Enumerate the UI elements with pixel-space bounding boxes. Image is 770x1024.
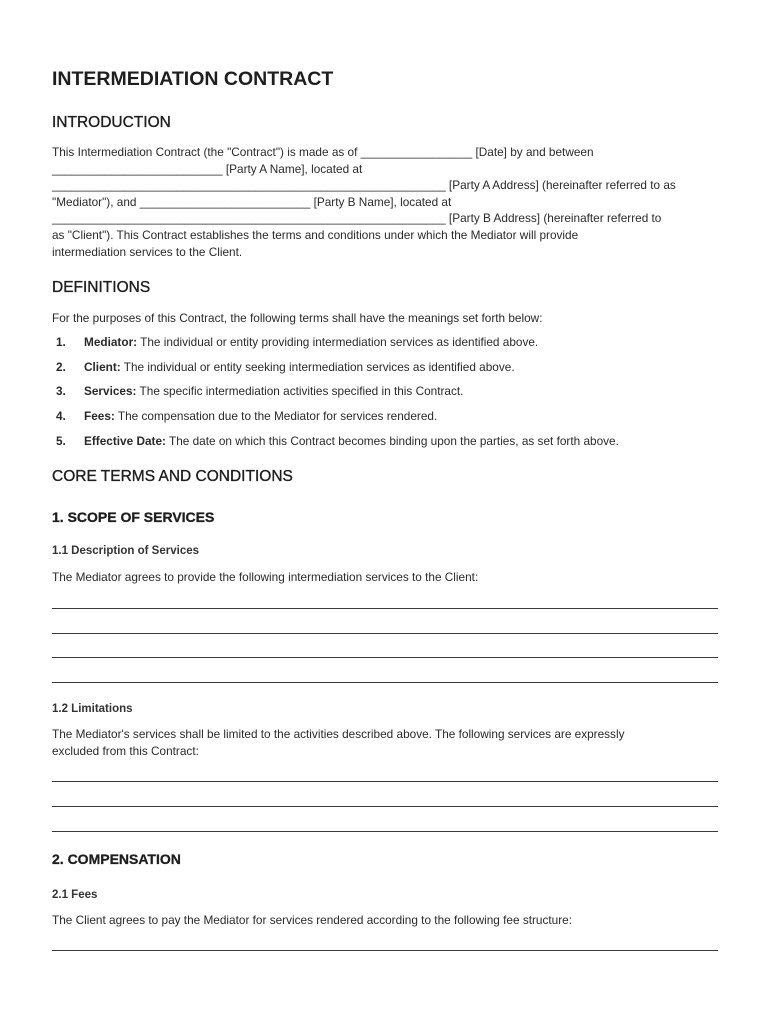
definition-term: Client:	[84, 359, 121, 374]
document-title: INTERMEDIATION CONTRACT	[52, 68, 334, 90]
limitations-fill-line	[52, 831, 718, 832]
definitions-intro: For the purposes of this Contract, the following terms shall have the meanings set forth below:	[52, 311, 543, 325]
description-fill-line	[52, 657, 718, 658]
intro-line-6: as "Client"). This Contract establishes the terms and conditions under which the Mediator will provide	[52, 228, 579, 242]
definition-item	[52, 357, 718, 382]
limitations-line-2: excluded from this Contract:	[52, 743, 199, 758]
definition-item	[52, 406, 718, 431]
intro-line-1: This Intermediation Contract (the "Contract") is made as of _________________ [Date] by and between	[52, 145, 594, 159]
definition-term: Services:	[84, 384, 137, 399]
definition-text: The specific intermediation activities specified in this Contract.	[136, 384, 464, 399]
definition-text: The date on which this Contract becomes binding upon the parties, as set forth above.	[165, 433, 619, 448]
intro-line-3: ____________________________________________________________ [Party A Address] (hereinafter referred to as	[52, 178, 676, 193]
definition-item	[52, 431, 718, 456]
description-heading: 1.1 Description of Services	[52, 545, 200, 557]
compensation-heading: 2. COMPENSATION	[52, 851, 181, 867]
definition-number: 3.	[56, 384, 66, 399]
description-fill-line	[52, 633, 718, 634]
limitations-fill-line	[52, 806, 718, 807]
definition-number: 4.	[56, 409, 66, 424]
intro-line-2: __________________________ [Party A Name], located at	[52, 161, 363, 176]
definition-term: Mediator:	[84, 335, 138, 349]
definition-number: 5.	[56, 433, 66, 448]
intro-line-5: ____________________________________________________________ [Party B Address] (hereinafter referred to	[52, 211, 662, 226]
definitions-list	[52, 332, 718, 455]
definition-text: The compensation due to the Mediator for services rendered.	[114, 409, 438, 424]
scope-heading: 1. SCOPE OF SERVICES	[52, 509, 215, 525]
definition-item	[52, 381, 718, 406]
definition-text: The individual or entity seeking intermediation services as identified above.	[120, 359, 515, 374]
definition-number: 2.	[56, 359, 66, 374]
fees-text: The Client agrees to pay the Mediator for services rendered according to the following fee structure:	[52, 913, 572, 927]
description-fill-line	[52, 682, 718, 683]
intro-line-4: "Mediator"), and __________________________ [Party B Name], located at	[52, 194, 452, 209]
definition-number: 1.	[56, 335, 66, 349]
limitations-heading: 1.2 Limitations	[52, 703, 133, 715]
introduction-heading: INTRODUCTION	[52, 114, 171, 131]
definition-item	[52, 332, 718, 357]
description-text: The Mediator agrees to provide the following intermediation services to the Client:	[52, 570, 479, 584]
description-fill-line	[52, 608, 718, 609]
definition-term: Effective Date:	[84, 433, 166, 448]
definition-text: The individual or entity providing intermediation services as identified above.	[137, 335, 539, 349]
definition-term: Fees:	[84, 409, 115, 424]
core-terms-heading: CORE TERMS AND CONDITIONS	[52, 468, 293, 485]
limitations-line-1: The Mediator's services shall be limited to the activities described above. The following services are expressly	[52, 727, 625, 741]
fees-heading: 2.1 Fees	[52, 889, 98, 901]
limitations-fill-line	[52, 781, 718, 782]
definitions-heading: DEFINITIONS	[52, 279, 151, 296]
fees-fill-line	[52, 950, 718, 951]
intro-line-7: intermediation services to the Client.	[52, 244, 243, 259]
